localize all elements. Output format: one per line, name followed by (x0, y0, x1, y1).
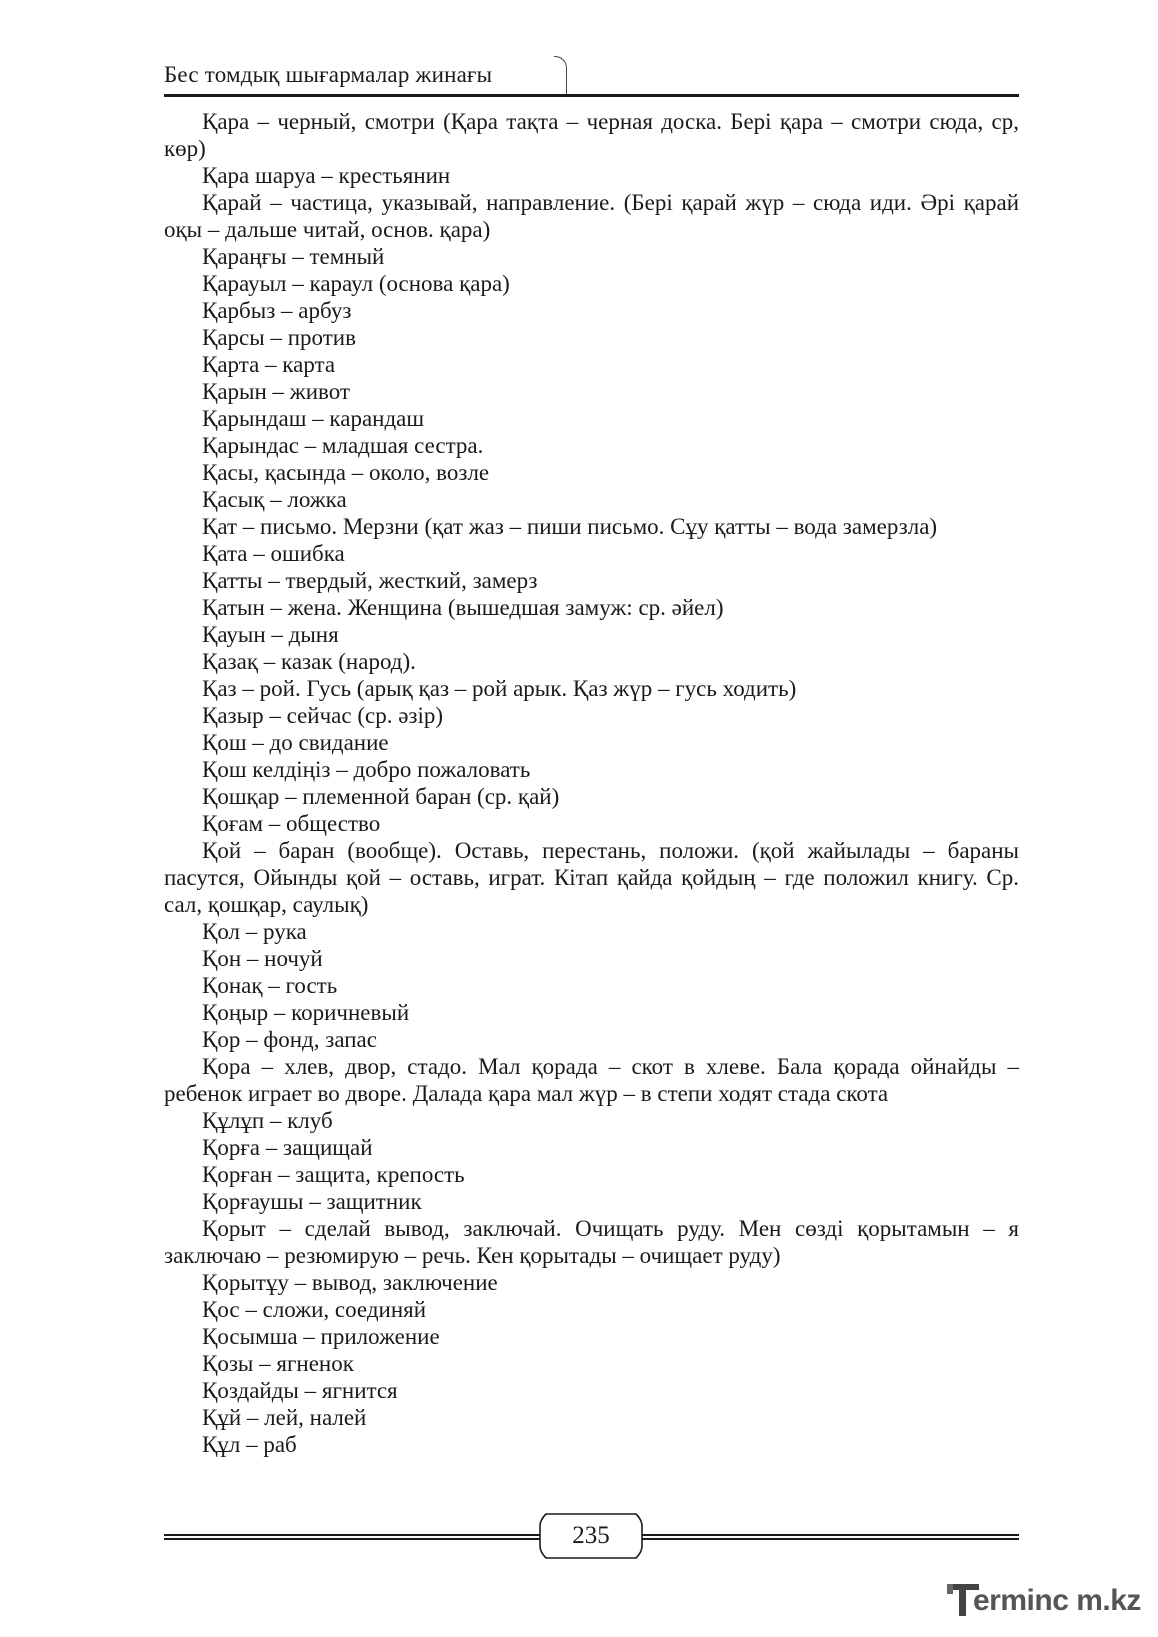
dictionary-entries (164, 108, 1019, 1458)
dictionary-entry: Қоңыр – коричневый (202, 1000, 410, 1025)
dictionary-entry: Қатты – твердый, жесткий, замерз (202, 568, 538, 593)
dictionary-entry: Қос – сложи, соединяй (202, 1297, 427, 1322)
page-number-frame (538, 1512, 644, 1560)
dictionary-entry: Қара шаруа – крестьянин (202, 163, 451, 188)
dictionary-entry: Қорыт – сделай вывод, заключай. Очищать руду. Мен сөзді қорытамын – я заключаю – резюмирую – речь. Кен қорытады – очищает руду) (164, 1216, 1019, 1268)
dictionary-entry: Қоғам – общество (202, 811, 381, 836)
footer-rule-right (640, 1534, 1019, 1540)
page-header (164, 56, 1019, 98)
header-rule (164, 94, 1019, 97)
dictionary-entry: Қарындаш – карандаш (202, 406, 425, 431)
dictionary-entry: Қосымша – приложение (202, 1324, 440, 1349)
dictionary-entry: Қарай – частица, указывай, направление. (Бері қарай жүр – сюда иди. Әрі қарай оқы – дальше читай, основ. қара) (164, 190, 1019, 242)
dictionary-entry: Қата – ошибка (202, 541, 345, 566)
dictionary-entry: Қарбыз – арбуз (202, 298, 352, 323)
dictionary-entry: Қарын – живот (202, 379, 350, 404)
dictionary-entry: Қауын – дыня (202, 622, 339, 647)
dictionary-entry: Қол – рука (202, 919, 307, 944)
header-tab-decoration (554, 56, 567, 95)
dictionary-entry: Қазақ – казак (народ). (202, 649, 416, 674)
dictionary-entry: Қараңғы – темный (202, 244, 385, 269)
dictionary-entry: Қасық – ложка (202, 487, 347, 512)
dictionary-entry: Қара – черный, смотри (Қара тақта – черная доска. Бері қара – смотри сюда, ср, көр) (164, 109, 1019, 161)
dictionary-entry: Қарындас – младшая сестра. (202, 433, 484, 458)
page-footer (164, 1512, 1019, 1562)
watermark-text: erminc m.kz (973, 1584, 1141, 1617)
dictionary-entry: Қорға – защищай (202, 1135, 373, 1160)
dictionary-entry: Құл – раб (202, 1432, 297, 1457)
dictionary-entry: Қаз – рой. Гусь (арық қаз – рой арык. Қаз жүр – гусь ходить) (202, 676, 797, 701)
running-title: Бес томдық шығармалар жинағы (164, 62, 493, 87)
dictionary-entry: Қорғаушы – защитник (202, 1189, 422, 1214)
dictionary-entry: Қасы, қасында – около, возле (202, 460, 490, 485)
dictionary-entry: Қор – фонд, запас (202, 1027, 377, 1052)
dictionary-entry: Қон – ночуй (202, 946, 323, 971)
dictionary-entry: Қоздайды – ягнится (202, 1378, 398, 1403)
dictionary-entry: Қарауыл – караул (основа қара) (202, 271, 510, 296)
dictionary-entry: Қошқар – племенной баран (ср. қай) (202, 784, 560, 809)
dictionary-entry: Құй – лей, налей (202, 1405, 367, 1430)
dictionary-entry: Қош – до свидание (202, 730, 389, 755)
dictionary-entry: Қарта – карта (202, 352, 336, 377)
dictionary-entry: Қора – хлев, двор, стадо. Мал қорада – скот в хлеве. Бала қорада ойнайды – ребенок играет во дворе. Далада қара мал жүр – в степи ходят стада скота (164, 1054, 1019, 1106)
dictionary-entry: Қой – баран (вообще). Оставь, перестань, положи. (қой жайылады – бараны пасутся, Ойынды қой – оставь, играт. Кітап қайда қойдың – где положил книгу. Ср. сал, қошқар, саулық) (164, 838, 1019, 917)
footer-rule-left (164, 1534, 542, 1540)
dictionary-entry: Қазыр – сейчас (ср. әзір) (202, 703, 444, 728)
site-watermark[interactable] (945, 1578, 1145, 1622)
dictionary-entry: Қош келдіңіз – добро пожаловать (202, 757, 531, 782)
dictionary-entry: Қорытұу – вывод, заключение (202, 1270, 498, 1295)
page-number: 235 (572, 1522, 610, 1549)
dictionary-entry: Қарсы – против (202, 325, 356, 350)
dictionary-entry: Қатын – жена. Женщина (вышедшая замуж: ср. әйел) (202, 595, 724, 620)
dictionary-entry: Құлұп – клуб (202, 1108, 333, 1133)
dictionary-entry: Қозы – ягненок (202, 1351, 354, 1376)
dictionary-entry: Қат – письмо. Мерзни (қат жаз – пиши письмо. Сұу қатты – вода замерзла) (202, 514, 938, 539)
dictionary-entry: Қорған – защита, крепость (202, 1162, 465, 1187)
dictionary-entry: Қонақ – гость (202, 973, 338, 998)
